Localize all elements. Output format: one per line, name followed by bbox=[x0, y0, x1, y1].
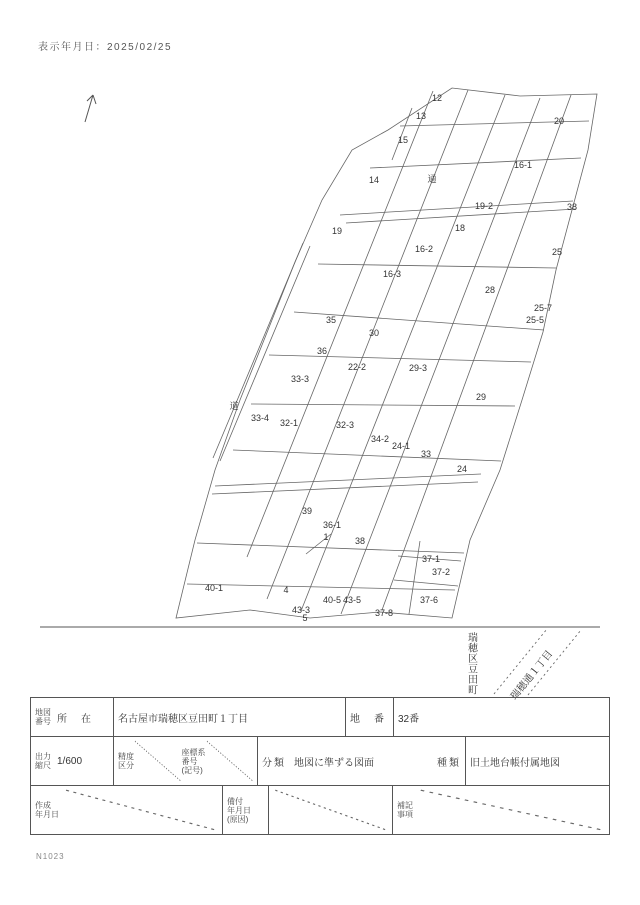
location-value-cell bbox=[113, 698, 345, 736]
parcel-label: 37-8 bbox=[374, 608, 394, 618]
table-row-dates bbox=[31, 785, 609, 834]
parcel-label: 25 bbox=[551, 247, 563, 257]
parcel-label: 22-2 bbox=[347, 362, 367, 372]
parcel-label: 13 bbox=[415, 111, 427, 121]
parcel-label: 32-1 bbox=[279, 418, 299, 428]
parcel-number-value: 32番 bbox=[398, 713, 420, 725]
parcel-number-label: 地 番 bbox=[350, 713, 386, 725]
road-label: 通 bbox=[427, 174, 437, 184]
parcel-label: 43-5 bbox=[342, 595, 362, 605]
parcel-number-value-cell bbox=[393, 698, 609, 736]
filed-date-label: 備付 年月日 (原因) bbox=[227, 796, 251, 824]
parcel-label: 43-3 bbox=[291, 605, 311, 615]
classification-label: 分類 bbox=[262, 757, 286, 769]
parcel-label: 4 bbox=[283, 585, 289, 595]
parcel-label: 25-7 bbox=[533, 303, 553, 313]
display-date: 表示年月日：2025/02/25 bbox=[38, 42, 173, 53]
parcel-label: 37-6 bbox=[419, 595, 439, 605]
parcel-label: 30 bbox=[368, 328, 380, 338]
parcel-label: 24-1 bbox=[391, 441, 411, 451]
notes-label: 補記 事項 bbox=[397, 801, 413, 819]
kind-value-cell bbox=[465, 737, 609, 785]
map-number-and-location-label-cell bbox=[31, 698, 113, 736]
created-date-label: 作成 年月日 bbox=[35, 801, 59, 819]
map-number-label: 地図 番号 bbox=[35, 708, 51, 726]
parcel-label: 40-5 bbox=[322, 595, 342, 605]
parcel-label: 39 bbox=[301, 506, 313, 516]
precision-empty-slash bbox=[134, 739, 182, 783]
parcel-boundaries bbox=[176, 88, 597, 618]
location-label: 所 在 bbox=[57, 713, 93, 725]
adjacent-road-diagonal-label: 瑞穂通１丁目 bbox=[508, 648, 556, 703]
parcel-label: 36-1 bbox=[322, 520, 342, 530]
kind-label: 種類 bbox=[437, 757, 461, 769]
parcel-label: 1 bbox=[323, 532, 329, 542]
filed-date-empty-slash bbox=[273, 788, 388, 832]
parcel-label: 40-1 bbox=[204, 583, 224, 593]
north-arrow-icon bbox=[85, 95, 96, 122]
parcel-label: 15 bbox=[397, 135, 409, 145]
parcel-label: 14 bbox=[368, 175, 380, 185]
parcel-number-label-cell bbox=[345, 698, 393, 736]
parcel-label: 28 bbox=[484, 285, 496, 295]
output-scale-label: 出力 縮尺 bbox=[35, 752, 51, 770]
parcel-label: 16-2 bbox=[414, 244, 434, 254]
parcel-label: 24 bbox=[456, 464, 468, 474]
parcel-label: 34-2 bbox=[370, 434, 390, 444]
table-row-scale bbox=[31, 736, 609, 785]
parcel-label: 33-3 bbox=[290, 374, 310, 384]
parcel-label: 33 bbox=[420, 449, 432, 459]
parcel-label: 38 bbox=[354, 536, 366, 546]
coord-empty-slash bbox=[206, 739, 254, 783]
parcel-label: 19 bbox=[331, 226, 343, 236]
table-row-location bbox=[31, 698, 609, 736]
classification-value: 地図に準ずる図面 bbox=[294, 757, 374, 769]
created-date-empty-slash bbox=[63, 788, 218, 832]
bottom-left-code: N1023 bbox=[36, 852, 65, 861]
parcel-label: 25-5 bbox=[525, 315, 545, 325]
parcel-label: 16-1 bbox=[513, 160, 533, 170]
notes-empty-slash bbox=[417, 788, 605, 832]
road-label: 道 bbox=[229, 401, 239, 411]
parcel-label: 29-3 bbox=[408, 363, 428, 373]
map-frame-strip bbox=[40, 627, 600, 702]
filed-date-label-cell bbox=[222, 786, 268, 834]
parcel-label: 32-3 bbox=[335, 420, 355, 430]
parcel-label: 19-2 bbox=[474, 201, 494, 211]
precision-and-coord-cell bbox=[113, 737, 257, 785]
parcel-label: 29 bbox=[475, 392, 487, 402]
adjacent-area-vertical-label: 瑞穂区豆田町 bbox=[468, 633, 478, 697]
parcel-label: 12 bbox=[431, 93, 443, 103]
coordinate-system-label: 座標系 番号 (記号) bbox=[181, 747, 206, 775]
parcel-label: 37-1 bbox=[421, 554, 441, 564]
created-date-cell bbox=[31, 786, 222, 834]
scale-value: 1/600 bbox=[57, 755, 83, 767]
notes-cell bbox=[392, 786, 609, 834]
parcel-label: 5 bbox=[302, 613, 308, 623]
classification-cell bbox=[257, 737, 465, 785]
certificate-info-table bbox=[30, 697, 610, 835]
parcel-label: 16-3 bbox=[382, 269, 402, 279]
precision-class-label: 精度 区分 bbox=[118, 752, 134, 770]
kind-value: 旧土地台帳付属地図 bbox=[470, 757, 560, 769]
parcel-label: 20 bbox=[553, 116, 565, 126]
parcel-label: 37-2 bbox=[431, 567, 451, 577]
parcel-label: 35 bbox=[325, 315, 337, 325]
filed-date-empty-cell bbox=[268, 786, 392, 834]
parcel-label: 38 bbox=[566, 202, 578, 212]
location-value: 名古屋市瑞穂区豆田町１丁目 bbox=[118, 713, 248, 725]
parcel-label: 18 bbox=[454, 223, 466, 233]
parcel-label: 33-4 bbox=[250, 413, 270, 423]
parcel-label: 36 bbox=[316, 346, 328, 356]
scale-cell bbox=[31, 737, 113, 785]
